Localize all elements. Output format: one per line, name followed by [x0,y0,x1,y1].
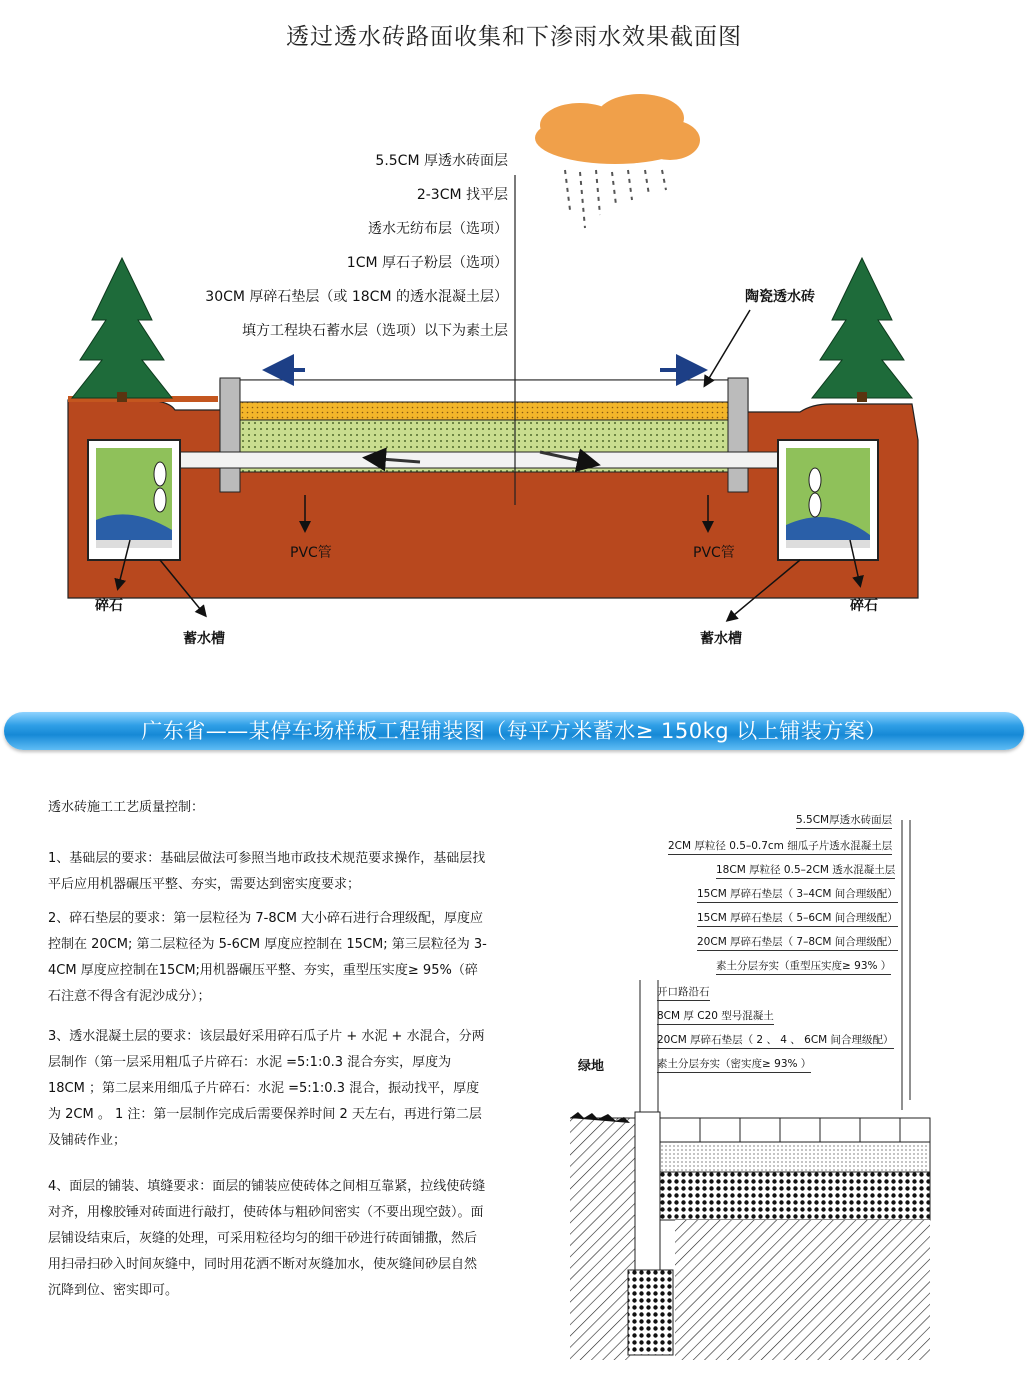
quality-paragraph: 1、基础层的要求：基础层做法可参照当地市政技术规范要求操作，基础层找平后应用机器碾压平整、夯实，需要达到密实度要求； [48,851,486,892]
tree-icon [812,258,912,402]
section-banner-text: 广东省——某停车场样板工程铺装图（每平方米蓄水≥ 150kg 以上铺装方案） [141,719,887,743]
page-title: 透过透水砖路面收集和下渗雨水效果截面图 [286,24,742,50]
layer-label: 20CM 厚碎石垫层（ 2 、 4 、 6CM 间合理级配） [657,1032,894,1049]
curb-right [728,378,748,492]
quality-heading: 透水砖施工工艺质量控制： [48,800,205,815]
layer-label: 1CM 厚石子粉层（选项） [346,255,508,271]
layer-label: 填方工程块石蓄水层（选项）以下为素土层 [242,323,508,339]
layer-label: 素土分层夯实（密实度≥ 93% ） [657,1056,811,1073]
layer-label: 5.5CM 厚透水砖面层 [375,153,508,169]
layer-label: 透水无纺布层（选项） [368,221,508,237]
quality-paragraph: 4、面层的铺装、填缝要求：面层的铺装应使砖体之间相互靠紧，拉线使砖缝对齐，用橡胶锤对砖面进行敲打，使砖体与粗砂间密实（不要出现空鼓）。面层铺设结束后，灰缝的处理，可采用粒径均匀的细干砂进行砖面铺撒，然后用扫帚扫砂入时间灰缝中，同时用花洒不断对灰缝加水，使灰缝间砂层自然沉降到位、密实即可。 [48,1179,486,1298]
callout-gravel-left: 碎石 [95,598,123,614]
callout-pvc-left: PVC管 [290,545,332,561]
layer-label: 2CM 厚粒径 0.5–0.7cm 细瓜子片透水混凝土层 [668,838,892,855]
paving-section-diagram [540,800,1020,1360]
leveling-layer [240,402,728,420]
tree-icon [72,258,172,402]
callout-tank-right: 蓄水槽 [700,631,742,647]
quality-paragraph: 3、透水混凝土层的要求：该层最好采用碎石瓜子片 + 水泥 + 水混合，分两层制作（第一层采用粗瓜子片碎石：水泥 =5:1:0.3 混合夯实，厚度为 18CM ；第二层来用细瓜子片碎石：水泥 =5:1:0.3 混合，振动找平，厚度为 2CM 。 1 注：第一层制作完成后需要保养时间 2 天左右，再进行第二层及铺砖作业； [48,1029,485,1148]
layer-label: 8CM 厚 C20 型号混凝土 [657,1008,774,1025]
callout-tank-left: 蓄水槽 [183,631,225,647]
layer-label: 开口路沿石 [657,984,710,1001]
callout-gravel-right: 碎石 [850,598,878,614]
layer-label: 15CM 厚碎石垫层（ 3–4CM 间合理级配） [697,886,898,903]
pvc-pipe [180,452,800,468]
curb-left [220,378,240,492]
layer-label: 5.5CM厚透水砖面层 [796,812,892,829]
layer-label: 30CM 厚碎石垫层（或 18CM 的透水混凝土层） [205,289,508,305]
callout-ceramic-brick: 陶瓷透水砖 [745,289,815,305]
layer-label: 素土分层夯实（重型压实度≥ 93% ） [716,958,891,975]
layer-label: 18CM 厚粒径 0.5–2CM 透水混凝土层 [716,862,895,879]
layer-label: 2-3CM 找平层 [416,187,508,203]
layer-label: 20CM 厚碎石垫层（ 7–8CM 间合理级配） [697,934,898,951]
cloud-icon [535,94,700,164]
storage-tank-right [778,440,878,560]
callout-pvc-right: PVC管 [693,545,735,561]
brick-layer [240,380,728,402]
greenland-label: 绿地 [578,1059,605,1074]
quality-paragraph: 2、碎石垫层的要求：第一层粒径为 7-8CM 大小碎石进行合理级配，厚度应控制在 20CM; 第二层粒径为 5-6CM 厚度应控制在 15CM; 第三层粒径为 3-4CM 厚度应控制在15CM;用机器碾压平整、夯实，重型压实度≥ 95%（碎石注意不得含有泥沙成分）； [48,911,487,1004]
layer-label: 15CM 厚碎石垫层（ 5–6CM 间合理级配） [697,910,898,927]
storage-tank-left [88,440,180,560]
rain-icon [565,170,666,228]
